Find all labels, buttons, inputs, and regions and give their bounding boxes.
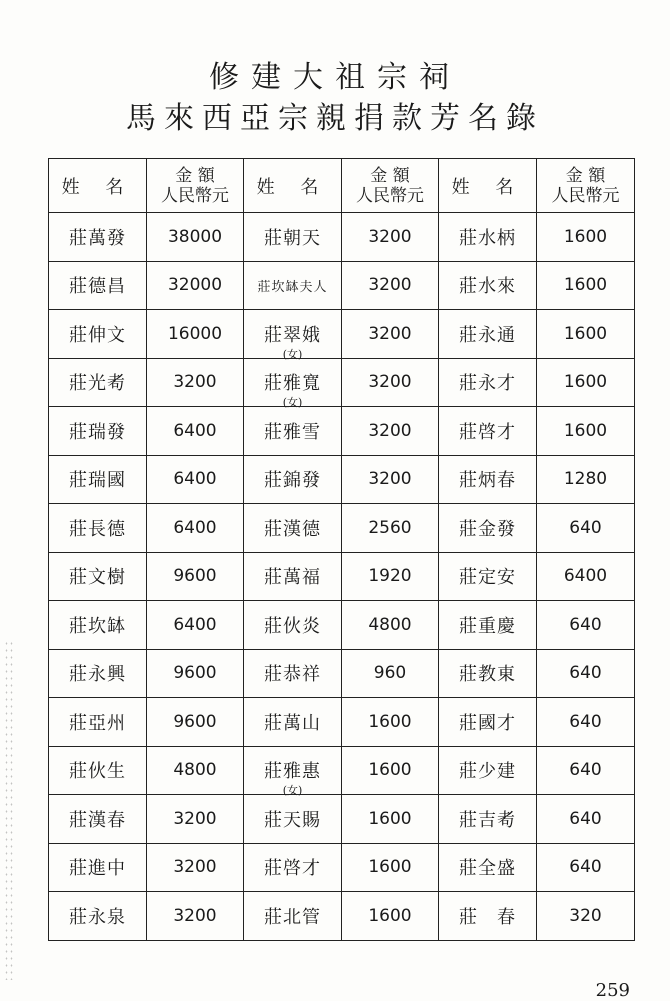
donor-name: 莊萬發: [69, 227, 126, 249]
table-row: [49, 649, 635, 698]
donation-amount: 9600: [173, 566, 217, 587]
donation-amount: 640: [569, 760, 602, 781]
donation-amount: 960: [373, 663, 407, 684]
donor-name: 莊長德: [69, 518, 126, 540]
donation-amount-cell: [342, 213, 439, 262]
donor-name: 莊吉耇: [459, 809, 516, 831]
donor-name-cell: [49, 795, 147, 844]
donor-name-cell: [49, 213, 147, 262]
donor-name: 莊少建: [459, 761, 516, 783]
table-row: [49, 358, 635, 407]
donation-amount: 320: [569, 905, 602, 926]
table-row: [49, 698, 635, 747]
donor-table: [48, 158, 635, 941]
donor-name: 莊伙生: [69, 761, 126, 783]
donation-amount: 3200: [368, 275, 412, 296]
donor-name-cell: [439, 649, 537, 698]
donation-amount-cell: [147, 746, 244, 795]
donor-name-cell: [244, 892, 342, 941]
table-row: [49, 261, 635, 310]
donor-name: 莊啓才: [459, 421, 516, 443]
page-subtitle: 馬來西亞宗親捐款芳名錄: [126, 101, 544, 136]
donation-amount: 2560: [368, 517, 412, 538]
donation-amount: 3200: [173, 808, 217, 829]
table-row: [49, 843, 635, 892]
donation-amount: 1600: [368, 857, 412, 878]
column-header-amount: [147, 159, 244, 213]
donation-amount-cell: [147, 795, 244, 844]
donor-name: 莊漢春: [69, 809, 126, 831]
donor-name: 莊錦發: [264, 470, 321, 492]
donor-name: 莊瑞國: [69, 470, 126, 492]
donation-amount-cell: [537, 213, 635, 262]
donor-name: 莊水柄: [459, 227, 516, 249]
female-note: (女): [282, 784, 303, 797]
donation-amount-cell: [537, 698, 635, 747]
donation-amount: 6400: [173, 517, 217, 538]
donation-amount: 3200: [368, 323, 412, 344]
donation-amount: 4800: [368, 614, 412, 635]
amount-header-line2: 人民幣元: [551, 185, 620, 206]
column-header-amount: [342, 159, 439, 213]
donation-amount: 640: [569, 614, 602, 635]
donor-name: 莊雅雪: [264, 421, 321, 443]
donor-name: 莊永泉: [69, 906, 126, 928]
donation-amount-cell: [537, 843, 635, 892]
donor-name-cell: [49, 698, 147, 747]
donor-name-cell: [244, 698, 342, 747]
donation-amount-cell: [147, 601, 244, 650]
donor-name-cell: [439, 310, 537, 359]
donor-name: 莊重慶: [459, 615, 516, 637]
donor-name: 莊啓才: [264, 858, 321, 880]
donation-amount-cell: [537, 407, 635, 456]
donor-name-cell: [49, 552, 147, 601]
donor-name-cell: [244, 407, 342, 456]
donor-name-cell: [244, 601, 342, 650]
scan-edge-noise: [4, 640, 14, 980]
donation-amount-cell: [342, 746, 439, 795]
donation-amount-cell: [147, 261, 244, 310]
donation-amount-cell: [537, 746, 635, 795]
donor-name-cell: [244, 455, 342, 504]
donor-name-cell: [49, 261, 147, 310]
donor-name-cell: [49, 504, 147, 553]
donor-name-cell: [244, 310, 342, 359]
donor-name: 莊國才: [459, 712, 516, 734]
donor-name: 莊翠娥: [264, 324, 321, 346]
donation-amount: 6400: [173, 420, 217, 441]
donor-name: 莊永才: [459, 373, 516, 395]
donor-name-cell: [244, 504, 342, 553]
table-row: [49, 310, 635, 359]
donation-amount: 4800: [173, 760, 217, 781]
donation-amount: 1600: [368, 760, 412, 781]
column-header-name: 姓 名: [439, 159, 537, 213]
donor-name-cell: [439, 843, 537, 892]
donor-name-cell: [49, 358, 147, 407]
table-row: [49, 455, 635, 504]
donation-amount-cell: [147, 698, 244, 747]
donation-amount: 640: [569, 517, 602, 538]
donor-name: 莊雅寬: [264, 373, 321, 395]
table-row: [49, 213, 635, 262]
table-row: [49, 552, 635, 601]
donation-amount: 6400: [173, 469, 217, 490]
donation-amount-cell: [342, 407, 439, 456]
donor-name: 莊雅惠: [264, 761, 321, 783]
donation-amount-cell: [537, 455, 635, 504]
donor-name-cell: [244, 261, 342, 310]
donation-amount: 6400: [563, 566, 608, 587]
donation-amount: 1600: [563, 372, 608, 393]
donor-name-cell: [244, 795, 342, 844]
donation-amount: 3200: [368, 420, 412, 441]
donation-amount-cell: [537, 795, 635, 844]
donation-amount: 640: [569, 663, 602, 684]
donor-name-cell: [439, 552, 537, 601]
donation-amount-cell: [537, 358, 635, 407]
donor-name: 莊萬山: [264, 712, 321, 734]
donor-name: 莊天賜: [264, 809, 321, 831]
amount-header-line2: 人民幣元: [161, 185, 229, 206]
donor-name-cell: [439, 892, 537, 941]
table-row: [49, 601, 635, 650]
page-title: 修建大祖宗祠: [209, 60, 461, 95]
donation-amount-cell: [342, 601, 439, 650]
donation-amount: 3200: [173, 372, 217, 393]
donor-name: 莊進中: [69, 858, 126, 880]
donor-name: 莊金發: [459, 518, 516, 540]
donor-name: 莊永通: [459, 324, 516, 346]
donation-amount: 38000: [167, 226, 223, 247]
donor-name-cell: [244, 358, 342, 407]
donor-name: 莊恭祥: [264, 664, 321, 686]
donation-amount-cell: [342, 649, 439, 698]
donation-amount-cell: [342, 552, 439, 601]
donor-name-cell: [49, 746, 147, 795]
donation-amount: 1600: [368, 808, 412, 829]
donor-name-cell: [439, 261, 537, 310]
donation-amount: 1600: [563, 275, 608, 296]
donation-amount-cell: [342, 795, 439, 844]
donation-amount-cell: [342, 892, 439, 941]
donor-name-cell: [244, 746, 342, 795]
donor-name-cell: [439, 795, 537, 844]
donation-amount: 3200: [368, 469, 412, 490]
donation-amount: 3200: [368, 372, 412, 393]
table-row: [49, 504, 635, 553]
donation-amount-cell: [147, 358, 244, 407]
donation-amount: 640: [569, 857, 602, 878]
donation-amount-cell: [342, 261, 439, 310]
donor-name: 莊坎缽夫人: [257, 279, 328, 295]
donor-name: 莊水來: [459, 276, 516, 298]
donation-amount-cell: [147, 213, 244, 262]
donor-name-cell: [439, 601, 537, 650]
donation-amount: 3200: [173, 857, 217, 878]
donor-name: 莊北管: [264, 906, 321, 928]
donation-amount: 32000: [167, 275, 223, 296]
donor-name-cell: [439, 746, 537, 795]
column-header-name: 姓 名: [49, 159, 147, 213]
donation-amount-cell: [342, 698, 439, 747]
donation-amount: 1600: [368, 711, 412, 732]
donor-name-cell: [49, 843, 147, 892]
female-note: (女): [282, 347, 303, 361]
donor-name-cell: [439, 698, 537, 747]
donor-name: 莊光耇: [69, 373, 126, 395]
donor-name: 莊萬福: [264, 567, 321, 589]
donation-amount: 640: [569, 808, 602, 829]
donor-name-cell: [244, 552, 342, 601]
donation-amount-cell: [147, 552, 244, 601]
donor-name-cell: [439, 213, 537, 262]
donor-name: 莊漢德: [264, 518, 321, 540]
donation-amount-cell: [147, 892, 244, 941]
donor-name-cell: [49, 455, 147, 504]
donor-name-cell: [439, 407, 537, 456]
donation-amount: 16000: [167, 323, 223, 344]
donation-amount-cell: [537, 552, 635, 601]
donation-amount-cell: [342, 843, 439, 892]
female-note: (女): [282, 396, 303, 409]
donor-name: 莊坎缽: [69, 615, 126, 637]
donation-amount: 3200: [173, 905, 217, 926]
donor-name: 莊瑞發: [69, 421, 126, 443]
donation-amount: 1280: [563, 469, 608, 490]
donation-amount-cell: [147, 649, 244, 698]
donation-amount-cell: [147, 455, 244, 504]
donation-amount-cell: [537, 310, 635, 359]
donation-amount: 9600: [173, 663, 217, 684]
table-row: [49, 795, 635, 844]
donor-name-cell: [244, 649, 342, 698]
donation-amount-cell: [342, 310, 439, 359]
amount-header-line1: 金 額: [175, 165, 215, 186]
donor-name-cell: [49, 892, 147, 941]
donation-amount-cell: [342, 504, 439, 553]
donation-amount-cell: [537, 261, 635, 310]
column-header-name: 姓 名: [244, 159, 342, 213]
donation-amount-cell: [147, 843, 244, 892]
donor-name-cell: [49, 649, 147, 698]
donor-name: 莊永興: [69, 664, 126, 686]
donation-amount: 1600: [563, 323, 608, 344]
donation-amount: 1600: [563, 420, 608, 441]
donor-name: 莊文樹: [69, 567, 126, 589]
amount-header-line2: 人民幣元: [356, 185, 424, 206]
donor-name-cell: [49, 601, 147, 650]
donor-name-cell: [244, 843, 342, 892]
donation-amount-cell: [537, 892, 635, 941]
donor-name: 莊伙炎: [264, 615, 321, 637]
donation-amount: 1920: [368, 566, 412, 587]
donation-amount-cell: [537, 649, 635, 698]
donation-amount-cell: [342, 358, 439, 407]
donor-name-cell: [49, 310, 147, 359]
donation-amount: 9600: [173, 711, 217, 732]
donation-amount: 1600: [368, 905, 412, 926]
amount-header-line1: 金 額: [565, 165, 606, 186]
donor-name: 莊伸文: [69, 324, 126, 346]
donor-name-cell: [49, 407, 147, 456]
donor-name: 莊教東: [459, 664, 516, 686]
donation-amount: 1600: [563, 226, 608, 247]
donation-amount-cell: [537, 504, 635, 553]
donor-name-cell: [439, 455, 537, 504]
donation-amount-cell: [147, 504, 244, 553]
donor-name: 莊亞州: [69, 712, 126, 734]
donor-name: 莊朝天: [264, 227, 321, 249]
amount-header-line1: 金 額: [370, 165, 410, 186]
donation-amount: 6400: [173, 614, 217, 635]
table-row: [49, 892, 635, 941]
donor-name: 莊德昌: [69, 276, 126, 298]
donation-amount-cell: [147, 407, 244, 456]
table-header-row: [49, 159, 635, 213]
donor-name: 莊炳春: [459, 470, 516, 492]
donation-amount-cell: [537, 601, 635, 650]
donation-amount: 3200: [368, 226, 412, 247]
donor-name-cell: [244, 213, 342, 262]
table-row: [49, 746, 635, 795]
donation-amount: 640: [569, 711, 602, 732]
donor-name: 莊定安: [459, 567, 516, 589]
table-row: [49, 407, 635, 456]
column-header-amount: [537, 159, 635, 213]
donor-name-cell: [439, 358, 537, 407]
page-number: 259: [595, 980, 630, 1001]
donation-amount-cell: [342, 455, 439, 504]
donor-name-cell: [439, 504, 537, 553]
donor-name: 莊 春: [459, 906, 516, 928]
donation-amount-cell: [147, 310, 244, 359]
donor-name: 莊全盛: [459, 858, 516, 880]
